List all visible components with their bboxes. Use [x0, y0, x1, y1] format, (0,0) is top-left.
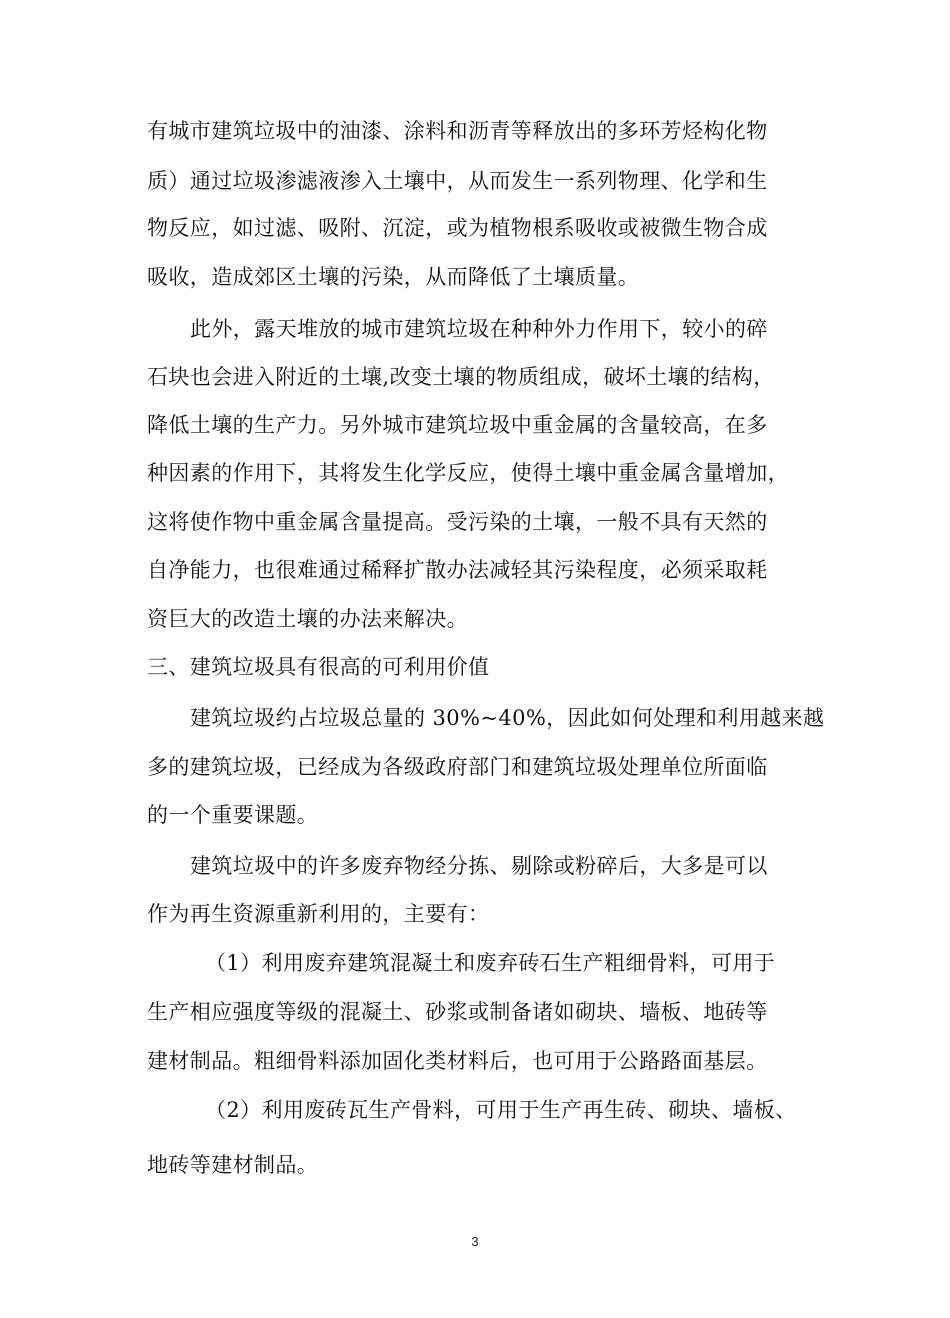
paragraph-first-line: 此外，露天堆放的城市建筑垃圾在种种外力作用下，较小的碎	[190, 317, 768, 341]
body-text-line: 物反应，如过滤、吸附、沉淀，或为植物根系吸收或被微生物合成	[147, 216, 768, 240]
body-text-line: 质）通过垃圾渗滤液渗入土壤中，从而发生一系列物理、化学和生	[147, 169, 768, 193]
body-text-line: 种因素的作用下，其将发生化学反应，使得土壤中重金属含量增加，	[147, 461, 789, 485]
body-text-line: 多的建筑垃圾，已经成为各级政府部门和建筑垃圾处理单位所面临	[147, 755, 768, 779]
paragraph-first-line: 建筑垃圾约占垃圾总量的 30%~40%，因此如何处理和利用越来越	[190, 706, 825, 730]
page-number: 3	[471, 1234, 479, 1249]
list-item-first-line: （1）利用废弃建筑混凝土和废弃砖石生产粗细骨料，可用于	[205, 951, 776, 975]
body-text-line: 自净能力，也很难通过稀释扩散办法减轻其污染程度，必须采取耗	[147, 558, 768, 582]
list-item-first-line: （2）利用废砖瓦生产骨料，可用于生产再生砖、砌块、墙板、	[205, 1098, 797, 1122]
body-text-line: 这将使作物中重金属含量提高。受污染的土壤，一般不具有天然的	[147, 510, 768, 534]
body-text-line: 降低土壤的生产力。另外城市建筑垃圾中重金属的含量较高，在多	[147, 413, 768, 437]
body-text-line: 石块也会进入附近的土壤,改变土壤的物质组成，破坏土壤的结构，	[147, 365, 775, 389]
body-text-line: 资巨大的改造土壤的办法来解决。	[147, 607, 468, 631]
body-text-line: 地砖等建材制品。	[147, 1153, 319, 1177]
body-text-line: 生产相应强度等级的混凝土、砂浆或制备诸如砌块、墙板、地砖等	[147, 1000, 768, 1024]
body-text-line: 作为再生资源重新利用的，主要有：	[147, 902, 490, 926]
paragraph-first-line: 建筑垃圾中的许多废弃物经分拣、剔除或粉碎后，大多是可以	[190, 854, 768, 878]
section-heading: 三、建筑垃圾具有很高的可利用价值	[147, 655, 490, 679]
body-text-line: 的一个重要课题。	[147, 803, 319, 827]
body-text-line: 建材制品。粗细骨料添加固化类材料后，也可用于公路路面基层。	[147, 1049, 768, 1073]
body-text-line: 有城市建筑垃圾中的油漆、涂料和沥青等释放出的多环芳烃构化物	[147, 119, 768, 143]
body-text-line: 吸收，造成郊区土壤的污染，从而降低了土壤质量。	[147, 265, 640, 289]
